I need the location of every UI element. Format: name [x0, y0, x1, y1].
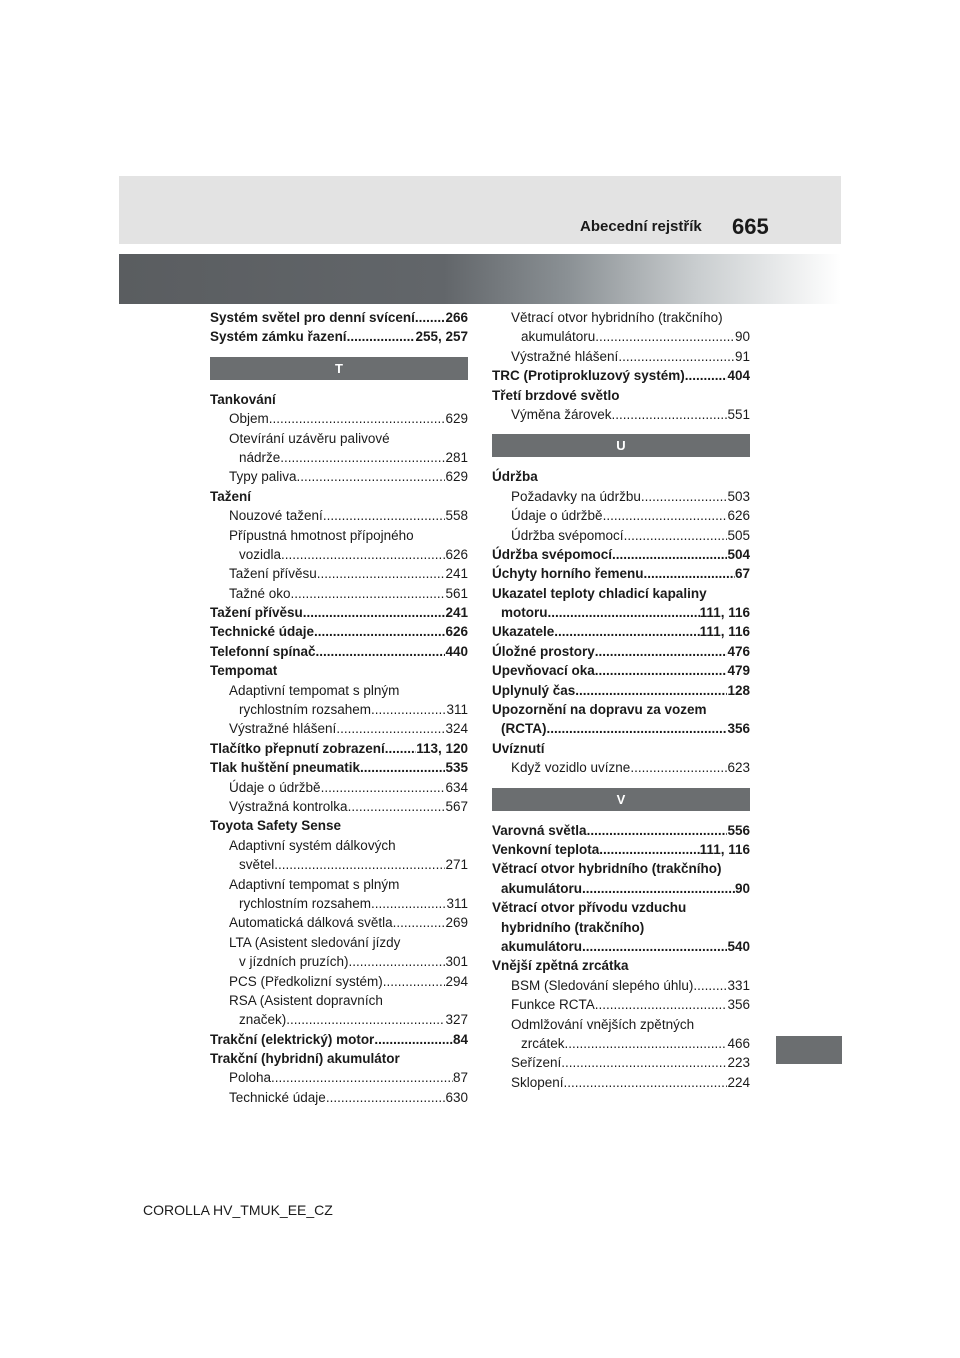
- index-entry-text: Upevňovací oka: [492, 663, 595, 679]
- index-entry-text: Sklopení: [511, 1074, 564, 1090]
- index-page-ref: 567: [445, 798, 468, 814]
- index-entry-text: Venkovní teplota: [492, 841, 600, 857]
- index-page-ref: 224: [727, 1074, 750, 1090]
- index-entry-text: Technické údaje: [210, 624, 315, 640]
- index-entry-text: Tažení přívěsu: [210, 605, 303, 621]
- index-entry: [492, 661, 750, 680]
- dot-leader: [587, 821, 728, 840]
- index-subentry: [210, 564, 468, 583]
- dot-leader: [393, 913, 446, 932]
- index-entry: [492, 879, 750, 898]
- index-entry-text: LTA (Asistent sledování jízdy: [229, 934, 401, 950]
- index-entry-text: Tempomat: [210, 663, 278, 679]
- index-entry: [492, 719, 750, 738]
- index-entry-text: Třetí brzdové světlo: [492, 387, 620, 403]
- index-entry-text: Přípustná hmotnost přípojného: [229, 527, 414, 543]
- index-page-ref: 551: [727, 406, 750, 422]
- index-entry-text: Uvíznutí: [492, 740, 545, 756]
- index-entry-text: Nouzové tažení: [229, 508, 323, 524]
- index-entry-text: Otevírání uzávěru palivové: [229, 430, 390, 446]
- dot-leader: [603, 506, 728, 525]
- index-entry: [210, 642, 468, 661]
- dot-leader: [371, 894, 446, 913]
- index-entry-text: Tankování: [210, 391, 276, 407]
- dot-leader: [271, 1068, 453, 1087]
- index-page-ref: 629: [445, 469, 468, 485]
- index-entry: [492, 918, 750, 937]
- index-subentry: [210, 526, 468, 545]
- index-entry-text: Ukazatele: [492, 624, 555, 640]
- dot-leader: [693, 976, 727, 995]
- index-entry-text: Ukazatel teploty chladicí kapaliny: [492, 585, 707, 601]
- index-entry-text: Systém zámku řazení: [210, 329, 347, 345]
- index-entry: [210, 603, 468, 622]
- index-entry-text: Požadavky na údržbu: [511, 488, 641, 504]
- index-entry-text: Tlačítko přepnutí zobrazení: [210, 740, 385, 756]
- index-entry-text: Adaptivní tempomat s plným: [229, 876, 400, 892]
- index-page-ref: 269: [445, 915, 468, 931]
- index-page-ref: 558: [445, 508, 468, 524]
- dot-leader: [291, 584, 446, 603]
- index-page-ref: 623: [727, 760, 750, 776]
- dot-leader: [582, 937, 727, 956]
- index-page-ref: 331: [727, 977, 750, 993]
- index-subentry: [210, 429, 468, 448]
- dot-leader: [374, 1030, 453, 1049]
- dot-leader: [274, 855, 445, 874]
- index-entry-text: (RCTA): [501, 721, 547, 737]
- index-page-ref: 294: [445, 973, 468, 989]
- index-entry-text: značek): [239, 1012, 287, 1028]
- index-page-ref: 356: [727, 721, 750, 737]
- index-entry: [492, 937, 750, 956]
- index-entry-text: rychlostním rozsahem: [239, 702, 372, 718]
- index-entry-text: akumulátoru: [501, 880, 583, 896]
- index-subentry: [492, 758, 750, 777]
- index-entry-text: Trakční (hybridní) akumulátor: [210, 1051, 400, 1067]
- dot-leader: [383, 972, 446, 991]
- dot-leader: [599, 840, 699, 859]
- dot-leader: [644, 564, 735, 583]
- index-page-ref: 630: [445, 1089, 468, 1105]
- index-subentry: [492, 506, 750, 525]
- index-letter-heading: T: [210, 357, 468, 380]
- page-number: 665: [732, 214, 769, 239]
- index-page-ref: 476: [727, 643, 750, 659]
- index-page-ref: 466: [727, 1035, 750, 1051]
- dot-leader: [548, 603, 700, 622]
- index-entry-text: nádrže: [239, 449, 281, 465]
- index-entry-text: Vnější zpětná zrcátka: [492, 958, 629, 974]
- index-page-ref: 503: [727, 488, 750, 504]
- index-entry-text: Toyota Safety Sense: [210, 818, 342, 834]
- index-entry: [492, 898, 750, 917]
- index-entry-text: Když vozidlo uvízne: [511, 760, 631, 776]
- index-page-ref: 84: [452, 1031, 468, 1047]
- section-title: Abecední rejstřík: [580, 218, 702, 235]
- index-page-ref: 111, 116: [699, 841, 750, 857]
- index-entry: [492, 821, 750, 840]
- index-entry-text: Uplynulý čas: [492, 682, 576, 698]
- dot-leader: [281, 545, 445, 564]
- index-entry-text: Údržba svépomocí: [511, 527, 624, 543]
- index-entry: [492, 564, 750, 583]
- index-entry-text: akumulátoru: [521, 329, 596, 345]
- index-subentry: [492, 1053, 750, 1072]
- index-subentry: [210, 700, 468, 719]
- dot-leader: [336, 719, 445, 738]
- index-subentry: [492, 976, 750, 995]
- index-entry: [210, 661, 468, 680]
- index-page-ref: 91: [734, 348, 750, 364]
- index-entry-text: Trakční (elektrický) motor: [210, 1031, 375, 1047]
- index-entry-text: Adaptivní tempomat s plným: [229, 682, 400, 698]
- index-page-ref: 113, 120: [416, 740, 468, 756]
- dot-leader: [612, 545, 727, 564]
- index-subentry: [492, 526, 750, 545]
- index-subentry: [492, 1015, 750, 1034]
- index-entry: [210, 390, 468, 409]
- index-subentry: [210, 933, 468, 952]
- index-entry-text: hybridního (trakčního): [501, 919, 645, 935]
- index-entry-text: Výstražné hlášení: [511, 348, 619, 364]
- dot-leader: [360, 758, 445, 777]
- dot-leader: [561, 1053, 727, 1072]
- index-entry-text: Údaje o údržbě: [511, 508, 603, 524]
- index-entry: [492, 859, 750, 878]
- index-subentry: [210, 1068, 468, 1087]
- index-page-ref: 241: [445, 566, 468, 582]
- index-entry: [210, 622, 468, 641]
- index-entry-text: zrcátek: [521, 1035, 565, 1051]
- index-entry-text: Tažení: [210, 488, 252, 504]
- index-entry: [492, 366, 750, 385]
- index-entry-text: Telefonní spínač: [210, 643, 316, 659]
- dot-leader: [595, 327, 735, 346]
- index-entry-text: Větrací otvor hybridního (trakčního): [511, 310, 723, 325]
- dot-leader: [595, 995, 728, 1014]
- index-entry-text: Výstražná kontrolka: [229, 798, 348, 814]
- index-page-ref: 223: [727, 1055, 750, 1071]
- index-entry: [492, 681, 750, 700]
- index-entry-text: Poloha: [229, 1070, 272, 1086]
- dot-leader: [280, 448, 445, 467]
- index-entry-text: motoru: [501, 605, 548, 621]
- index-entry: [210, 327, 468, 346]
- dot-leader: [303, 603, 446, 622]
- index-entry-text: Tažné oko: [229, 585, 291, 601]
- index-page-ref: 266: [445, 310, 468, 325]
- index-subentry: [492, 405, 750, 424]
- dot-leader: [297, 467, 446, 486]
- index-entry-text: Funkce RCTA: [511, 997, 595, 1013]
- index-page-ref: 629: [445, 411, 468, 427]
- index-entry: [492, 642, 750, 661]
- index-entry: [210, 758, 468, 777]
- dot-leader: [685, 366, 728, 385]
- dot-leader: [415, 308, 446, 327]
- index-entry-text: Seřízení: [511, 1055, 562, 1071]
- index-letter-heading: V: [492, 788, 750, 811]
- index-subentry: [210, 855, 468, 874]
- dot-leader: [349, 952, 446, 971]
- index-subentry: [210, 894, 468, 913]
- index-subentry: [210, 778, 468, 797]
- index-subentry: [492, 327, 750, 346]
- index-column-left: [210, 308, 468, 1107]
- header-gradient-bar: [119, 254, 841, 304]
- index-page-ref: 128: [727, 682, 750, 698]
- index-entry: [492, 700, 750, 719]
- index-subentry: [210, 875, 468, 894]
- index-subentry: [210, 448, 468, 467]
- dot-leader: [316, 642, 446, 661]
- index-subentry: [210, 913, 468, 932]
- index-entry-text: Upozornění na dopravu za vozem: [492, 702, 707, 718]
- index-entry: [492, 739, 750, 758]
- index-subentry: [210, 681, 468, 700]
- index-entry: [492, 840, 750, 859]
- index-entry-text: Úložné prostory: [492, 643, 595, 659]
- dot-leader: [630, 758, 727, 777]
- index-page-ref: 626: [445, 624, 468, 640]
- index-page-ref: 404: [727, 368, 750, 384]
- dot-leader: [582, 879, 735, 898]
- index-entry-text: Tlak huštění pneumatik: [210, 760, 361, 776]
- dot-leader: [321, 778, 446, 797]
- dot-leader: [595, 642, 728, 661]
- footer-document-code: COROLLA HV_TMUK_EE_CZ: [143, 1202, 333, 1218]
- index-entry-text: RSA (Asistent dopravních: [229, 992, 383, 1008]
- index-page-ref: 111, 116: [699, 624, 750, 640]
- index-column-right: [492, 308, 750, 1092]
- index-entry-text: rychlostním rozsahem: [239, 895, 372, 911]
- index-page-ref: 67: [734, 566, 750, 582]
- index-entry-text: Tažení přívěsu: [229, 566, 317, 582]
- index-page-ref: 556: [727, 822, 750, 838]
- index-page-ref: 241: [445, 605, 468, 621]
- index-entry: [492, 386, 750, 405]
- index-page-ref: 535: [445, 760, 468, 776]
- index-entry-text: Údaje o údržbě: [229, 779, 321, 795]
- index-entry-text: Odmlžování vnějších zpětných: [511, 1016, 695, 1032]
- index-entry-text: Adaptivní systém dálkových: [229, 837, 396, 853]
- index-entry-text: Údržba: [492, 469, 538, 485]
- index-entry-text: Objem: [229, 411, 269, 427]
- index-page-ref: 90: [734, 329, 750, 345]
- index-entry-text: Varovná světla: [492, 822, 587, 838]
- dot-leader: [546, 719, 727, 738]
- index-page-ref: 504: [727, 546, 750, 562]
- index-entry: [210, 739, 468, 758]
- index-page-ref: 311: [446, 895, 468, 911]
- index-page-ref: 327: [445, 1012, 468, 1028]
- index-page-ref: 111, 116: [699, 605, 750, 621]
- index-entry-text: Údržba svépomocí: [492, 546, 613, 562]
- index-subentry: [492, 1073, 750, 1092]
- index-entry: [210, 1030, 468, 1049]
- index-entry-text: Větrací otvor přívodu vzduchu: [492, 900, 687, 916]
- index-entry-text: Systém světel pro denní svícení: [210, 310, 415, 325]
- index-subentry: [210, 545, 468, 564]
- dot-leader: [348, 797, 446, 816]
- index-page-ref: 324: [445, 721, 468, 737]
- index-subentry: [210, 952, 468, 971]
- index-page-ref: 440: [445, 643, 468, 659]
- index-page-ref: 301: [445, 954, 468, 970]
- dot-leader: [269, 409, 446, 428]
- index-entry: [492, 603, 750, 622]
- dot-leader: [371, 700, 446, 719]
- dot-leader: [554, 622, 699, 641]
- index-entry-text: PCS (Předkolizní systém): [229, 973, 383, 989]
- index-page-ref: 505: [727, 527, 750, 543]
- index-subentry: [210, 991, 468, 1010]
- index-page-ref: 634: [445, 779, 468, 795]
- dot-leader: [286, 1010, 445, 1029]
- index-entry: [210, 487, 468, 506]
- index-subentry: [492, 487, 750, 506]
- index-entry-text: BSM (Sledování slepého úhlu): [511, 977, 694, 993]
- dot-leader: [624, 526, 728, 545]
- dot-leader: [565, 1034, 728, 1053]
- index-subentry: [210, 467, 468, 486]
- index-entry-text: Výstražné hlášení: [229, 721, 337, 737]
- index-subentry: [210, 719, 468, 738]
- index-page-ref: 540: [727, 938, 750, 954]
- index-subentry: [492, 995, 750, 1014]
- index-page-ref: 561: [445, 585, 468, 601]
- index-entry: [210, 816, 468, 835]
- index-entry-text: v jízdních pruzích): [239, 954, 349, 970]
- dot-leader: [564, 1073, 728, 1092]
- dot-leader: [314, 622, 445, 641]
- dot-leader: [326, 1088, 446, 1107]
- dot-leader: [385, 739, 416, 758]
- index-subentry: [210, 506, 468, 525]
- index-entry-text: akumulátoru: [501, 938, 583, 954]
- index-subentry: [210, 1010, 468, 1029]
- index-subentry: [210, 836, 468, 855]
- index-subentry: [210, 409, 468, 428]
- index-entry-text: Automatická dálková světla: [229, 915, 393, 931]
- index-page-ref: 311: [446, 702, 468, 718]
- index-entry-text: Technické údaje: [229, 1089, 326, 1105]
- index-entry-text: světel: [239, 857, 275, 873]
- dot-leader: [595, 661, 728, 680]
- index-entry: [492, 622, 750, 641]
- index-entry: [492, 545, 750, 564]
- index-entry-text: Výměna žárovek: [511, 406, 612, 422]
- index-page-ref: 479: [727, 663, 750, 679]
- index-entry: [492, 467, 750, 486]
- index-page-ref: 271: [445, 857, 468, 873]
- index-subentry: [492, 308, 750, 327]
- dot-leader: [618, 347, 735, 366]
- index-page-ref: 90: [734, 880, 750, 896]
- index-page-ref: 626: [445, 546, 468, 562]
- index-subentry: [210, 972, 468, 991]
- index-page-ref: 356: [727, 997, 750, 1013]
- dot-leader: [323, 506, 446, 525]
- index-entry: [210, 308, 468, 327]
- index-subentry: [492, 1034, 750, 1053]
- index-entry: [210, 1049, 468, 1068]
- dot-leader: [575, 681, 727, 700]
- index-letter-heading: U: [492, 434, 750, 457]
- index-subentry: [492, 347, 750, 366]
- dot-leader: [317, 564, 446, 583]
- dot-leader: [612, 405, 728, 424]
- index-page-ref: 87: [452, 1070, 468, 1086]
- index-entry-text: Typy paliva: [229, 469, 297, 485]
- index-page-ref: 255, 257: [415, 329, 468, 345]
- index-entry-text: vozidla: [239, 546, 282, 562]
- index-subentry: [210, 797, 468, 816]
- index-page-ref: 626: [727, 508, 750, 524]
- index-entry: [492, 584, 750, 603]
- dot-leader: [347, 327, 416, 346]
- index-entry-text: Větrací otvor hybridního (trakčního): [492, 861, 722, 877]
- dot-leader: [641, 487, 728, 506]
- index-subentry: [210, 1088, 468, 1107]
- index-subentry: [210, 584, 468, 603]
- chapter-tab-marker: [776, 1036, 842, 1064]
- index-entry-text: Úchyty horního řemenu: [492, 566, 644, 582]
- index-entry: [492, 956, 750, 975]
- index-page-ref: 281: [445, 449, 468, 465]
- index-entry-text: TRC (Protiprokluzový systém): [492, 368, 685, 384]
